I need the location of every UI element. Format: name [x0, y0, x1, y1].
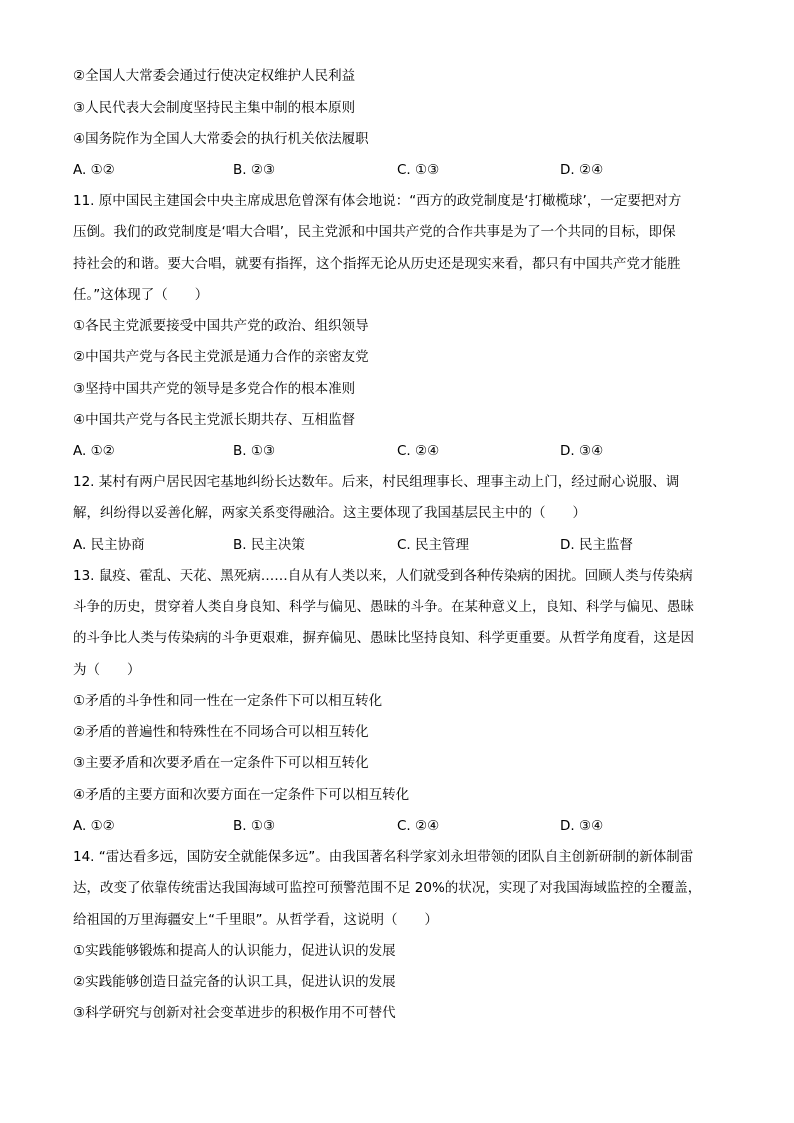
q12-option-d: D. 民主监督	[560, 537, 633, 553]
q11-stem-line-1: 11. 原中国民主建国会中央主席成思危曾深有体会地说：“西方的政党制度是‘打橄榄球’，一定要把对方	[73, 193, 682, 209]
q13-item-1: ①矛盾的斗争性和同一性在一定条件下可以相互转化	[73, 693, 383, 709]
q13-options	[73, 816, 733, 836]
q12-option-c: C. 民主管理	[397, 537, 470, 553]
q13-stem-line-3: 的斗争比人类与传染病的斗争更艰难，摒弃偏见、愚昧比坚持良知、科学更重要。从哲学角度看，这是因	[73, 630, 694, 646]
q11-option-d: D. ③④	[560, 443, 604, 459]
q13-stem-line-4: 为（ ）	[73, 662, 141, 678]
q10-options	[73, 160, 733, 180]
q10-item-4: ④国务院作为全国人大常委会的执行机关依法履职	[73, 131, 369, 147]
q12-stem-line-2: 解，纠纷得以妥善化解，两家关系变得融洽。这主要体现了我国基层民主中的（ ）	[73, 505, 586, 521]
q11-option-a: A. ①②	[73, 443, 115, 459]
q13-option-b: B. ①③	[233, 818, 276, 834]
q13-item-3: ③主要矛盾和次要矛盾在一定条件下可以相互转化	[73, 755, 369, 771]
q13-stem-line-1: 13. 鼠疫、霍乱、天花、黑死病……自从有人类以来，人们就受到各种传染病的困扰。回顾人类与传染病	[73, 568, 693, 584]
q10-option-b: B. ②③	[233, 162, 276, 178]
q14-stem-line-1: 14. “雷达看多远，国防安全就能保多远”。由我国著名科学家刘永坦带领的团队自主创新研制的新体制雷	[73, 849, 694, 865]
q12-option-b: B. 民主决策	[233, 537, 305, 553]
q11-options	[73, 441, 733, 461]
q13-item-4: ④矛盾的主要方面和次要方面在一定条件下可以相互转化	[73, 787, 410, 803]
q11-item-4: ④中国共产党与各民主党派长期共存、互相监督	[73, 412, 356, 428]
q12-stem-line-1: 12. 某村有两户居民因宅基地纠纷长达数年。后来，村民组理事长、理事主动上门，经过耐心说服、调	[73, 474, 680, 490]
q11-stem-line-4: 任。”这体现了（ ）	[73, 287, 209, 303]
q11-item-1: ①各民主党派要接受中国共产党的政治、组织领导	[73, 318, 369, 334]
q11-item-3: ③坚持中国共产党的领导是多党合作的根本准则	[73, 381, 356, 397]
q14-stem-line-3: 给祖国的万里海疆安上“千里眼”。从哲学看，这说明（ ）	[73, 912, 438, 928]
q12-option-a: A. 民主协商	[73, 537, 145, 553]
q11-item-2: ②中国共产党与各民主党派是通力合作的亲密友党	[73, 349, 369, 365]
q13-item-2: ②矛盾的普遍性和特殊性在不同场合可以相互转化	[73, 724, 369, 740]
q14-stem-line-2: 达，改变了依靠传统雷达我国海域可监控可预警范围不足 20%的状况，实现了对我国海域监控的全覆盖，	[73, 880, 702, 896]
q13-stem-line-2: 斗争的历史，贯穿着人类自身良知、科学与偏见、愚昧的斗争。在某种意义上，良知、科学与偏见、愚昧	[73, 599, 694, 615]
q11-option-c: C. ②④	[397, 443, 440, 459]
q10-item-2: ②全国人大常委会通过行使决定权维护人民利益	[73, 68, 356, 84]
q13-option-d: D. ③④	[560, 818, 604, 834]
q14-item-1: ①实践能够锻炼和提高人的认识能力，促进认识的发展	[73, 943, 396, 959]
q14-item-3: ③科学研究与创新对社会变革进步的积极作用不可替代	[73, 1005, 396, 1021]
q10-option-c: C. ①③	[397, 162, 440, 178]
q13-option-a: A. ①②	[73, 818, 115, 834]
q13-option-c: C. ②④	[397, 818, 440, 834]
q10-option-d: D. ②④	[560, 162, 604, 178]
q14-item-2: ②实践能够创造日益完备的认识工具，促进认识的发展	[73, 974, 396, 990]
q11-stem-line-3: 持社会的和谐。要大合唱，就要有指挥，这个指挥无论从历史还是现实来看，都只有中国共产党才能胜	[73, 256, 681, 272]
q10-item-3: ③人民代表大会制度坚持民主集中制的根本原则	[73, 100, 356, 116]
q12-options	[73, 535, 733, 555]
q11-stem-line-2: 压倒。我们的政党制度是‘唱大合唱’，民主党派和中国共产党的合作共事是为了一个共同的目标，即保	[73, 224, 676, 240]
q11-option-b: B. ①③	[233, 443, 276, 459]
q10-option-a: A. ①②	[73, 162, 115, 178]
